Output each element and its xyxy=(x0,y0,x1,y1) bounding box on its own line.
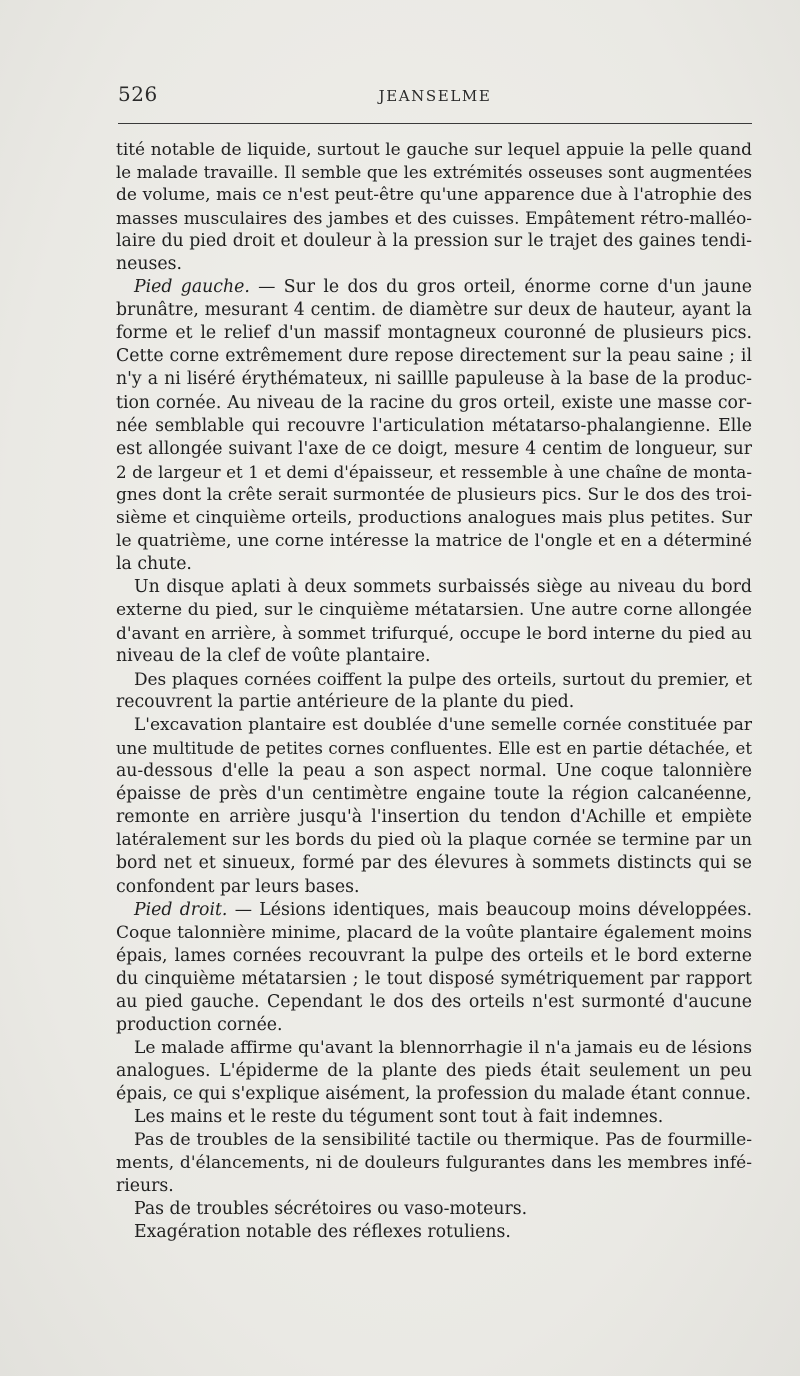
text-line xyxy=(116,829,752,852)
line-text: épaisse de près d'un centimètre engaine toute la région calcanéenne, xyxy=(116,784,752,805)
text-line xyxy=(116,876,752,899)
line-text: Le malade affirme qu'avant la blennorrhagie il n'a jamais eu de lésions xyxy=(134,1037,752,1058)
text-line xyxy=(116,760,752,783)
line-text: est allongée suivant l'axe de ce doigt, mesure 4 centim de longueur, sur xyxy=(116,438,752,459)
text-line xyxy=(116,530,752,553)
line-text: une multitude de petites cornes confluentes. Elle est en partie détachée, et xyxy=(116,739,752,759)
running-head: JEANSELME xyxy=(378,87,492,105)
header-rule xyxy=(118,123,752,124)
line-text: niveau de la clef de voûte plantaire. xyxy=(116,646,431,667)
line-text: épais, lames cornées recouvrant la pulpe des orteils et le bord externe xyxy=(116,945,752,966)
text-line xyxy=(116,1152,752,1175)
line-text: Pas de troubles sécrétoires ou vaso-moteurs. xyxy=(134,1199,528,1220)
line-text: de volume, mais ce n'est peut-être qu'une apparence due à l'atrophie des xyxy=(116,185,752,206)
line-text: au-dessous d'elle la peau a son aspect normal. Une coque talonnière xyxy=(116,761,752,782)
text-line xyxy=(116,806,752,829)
text-line xyxy=(116,714,752,737)
text-line xyxy=(116,161,752,184)
text-line xyxy=(116,945,752,968)
text-line xyxy=(116,1198,752,1221)
text-line xyxy=(116,922,752,945)
text-line xyxy=(116,1175,752,1198)
text-line xyxy=(116,1221,752,1244)
line-text: tion cornée. Au niveau de la racine du gros orteil, existe une masse cor- xyxy=(116,392,752,413)
text-line xyxy=(116,645,752,668)
line-text: recouvrent la partie antérieure de la plante du pied. xyxy=(116,692,575,713)
line-text: Des plaques cornées coiffent la pulpe des orteils, surtout du premier, et xyxy=(134,669,752,690)
text-line xyxy=(116,415,752,438)
text-line xyxy=(116,322,752,345)
text-line xyxy=(116,345,752,368)
text-line xyxy=(116,1014,752,1037)
line-text: au pied gauche. Cependant le dos des orteils n'est surmonté d'aucune xyxy=(116,991,752,1012)
line-text: L'excavation plantaire est doublée d'une semelle cornée constituée par xyxy=(134,715,752,736)
line-text: masses musculaires des jambes et des cuisses. Empâtement rétro-malléo- xyxy=(116,208,752,229)
page-number: 526 xyxy=(118,82,158,106)
section-heading: Pied gauche. xyxy=(134,277,250,298)
text-line xyxy=(116,138,752,161)
body-text xyxy=(116,138,752,1244)
line-text: forme et le relief d'un massif montagneux couronné de plusieurs pics. xyxy=(116,323,752,344)
line-text: confondent par leurs bases. xyxy=(116,876,360,897)
line-text: la chute. xyxy=(116,553,192,574)
line-text: n'y a ni liséré érythémateux, ni saillle papuleuse à la base de la produc- xyxy=(116,369,752,390)
line-text: remonte en arrière jusqu'à l'insertion du tendon d'Achille et empiète xyxy=(116,807,752,828)
line-text: neuses. xyxy=(116,254,182,275)
line-text: production cornée. xyxy=(116,1014,283,1035)
text-line xyxy=(116,253,752,276)
line-text: brunâtre, mesurant 4 centim. de diamètre sur deux de hauteur, ayant la xyxy=(116,300,752,321)
line-text: le malade travaille. Il semble que les extrémités osseuses sont augmentées xyxy=(116,163,752,183)
text-line xyxy=(116,737,752,760)
text-line xyxy=(116,691,752,714)
line-text: du cinquième métatarsien ; le tout disposé symétriquement par rapport xyxy=(116,968,752,989)
text-line xyxy=(116,461,752,484)
text-line xyxy=(116,783,752,806)
page-header xyxy=(118,82,752,112)
text-line xyxy=(116,1106,752,1129)
line-text: Les mains et le reste du tégument sont tout à fait indemnes. xyxy=(134,1106,664,1127)
line-text: ments, d'élancements, ni de douleurs fulgurantes dans les membres infé- xyxy=(116,1153,752,1174)
text-line xyxy=(116,991,752,1014)
line-text: — Lésions identiques, mais beaucoup moins développées. xyxy=(227,899,752,920)
text-line xyxy=(116,622,752,645)
line-text: bord net et sinueux, formé par des élevures à sommets distincts qui se xyxy=(116,853,752,874)
text-line xyxy=(116,299,752,322)
text-line xyxy=(116,553,752,576)
line-text: le quatrième, une corne intéresse la matrice de l'ongle et en a déterminé xyxy=(116,530,752,551)
text-line xyxy=(116,1083,752,1106)
line-text: laire du pied droit et douleur à la pression sur le trajet des gaines tendi- xyxy=(116,231,752,252)
text-line xyxy=(116,207,752,230)
text-line xyxy=(116,438,752,461)
line-text: Pas de troubles de la sensibilité tactile ou thermique. Pas de fourmille- xyxy=(134,1130,752,1151)
text-line xyxy=(116,276,752,299)
line-text: externe du pied, sur le cinquième métatarsien. Une autre corne allongée xyxy=(116,599,752,620)
text-line xyxy=(116,668,752,691)
line-text: 2 de largeur et 1 et demi d'épaisseur, et ressemble à une chaîne de monta- xyxy=(116,462,752,482)
text-line xyxy=(116,392,752,415)
text-line xyxy=(116,1060,752,1083)
text-line xyxy=(116,968,752,991)
line-text: Exagération notable des réflexes rotuliens. xyxy=(134,1222,511,1243)
text-line xyxy=(116,507,752,530)
line-text: Un disque aplati à deux sommets surbaissés siège au niveau du bord xyxy=(134,576,752,597)
line-text: latéralement sur les bords du pied où la plaque cornée se termine par un xyxy=(116,830,752,851)
text-line xyxy=(116,1037,752,1060)
line-text: née semblable qui recouvre l'articulation métatarso-phalangienne. Elle xyxy=(116,415,752,436)
line-text: analogues. L'épiderme de la plante des pieds était seulement un peu xyxy=(116,1060,752,1081)
line-text: — Sur le dos du gros orteil, énorme corne d'un jaune xyxy=(249,277,752,298)
text-line xyxy=(116,852,752,875)
text-line xyxy=(116,368,752,391)
section-heading: Pied droit. xyxy=(134,899,228,920)
line-text: sième et cinquième orteils, productions analogues mais plus petites. Sur xyxy=(116,507,752,528)
line-text: rieurs. xyxy=(116,1176,174,1197)
line-text: d'avant en arrière, à sommet trifurqué, occupe le bord interne du pied au xyxy=(116,622,752,643)
text-line xyxy=(116,230,752,253)
text-line xyxy=(116,184,752,207)
text-line xyxy=(116,899,752,922)
line-text: Coque talonnière minime, placard de la voûte plantaire également moins xyxy=(116,922,752,943)
text-line xyxy=(116,1129,752,1152)
line-text: gnes dont la crête serait surmontée de plusieurs pics. Sur le dos des troi- xyxy=(116,484,752,505)
text-line xyxy=(116,599,752,622)
text-line xyxy=(116,484,752,507)
text-line xyxy=(116,576,752,599)
line-text: épais, ce qui s'explique aisément, la profession du malade étant connue. xyxy=(116,1083,751,1104)
line-text: tité notable de liquide, surtout le gauche sur lequel appuie la pelle quand xyxy=(116,139,752,159)
line-text: Cette corne extrêmement dure repose directement sur la peau saine ; il xyxy=(116,346,752,367)
